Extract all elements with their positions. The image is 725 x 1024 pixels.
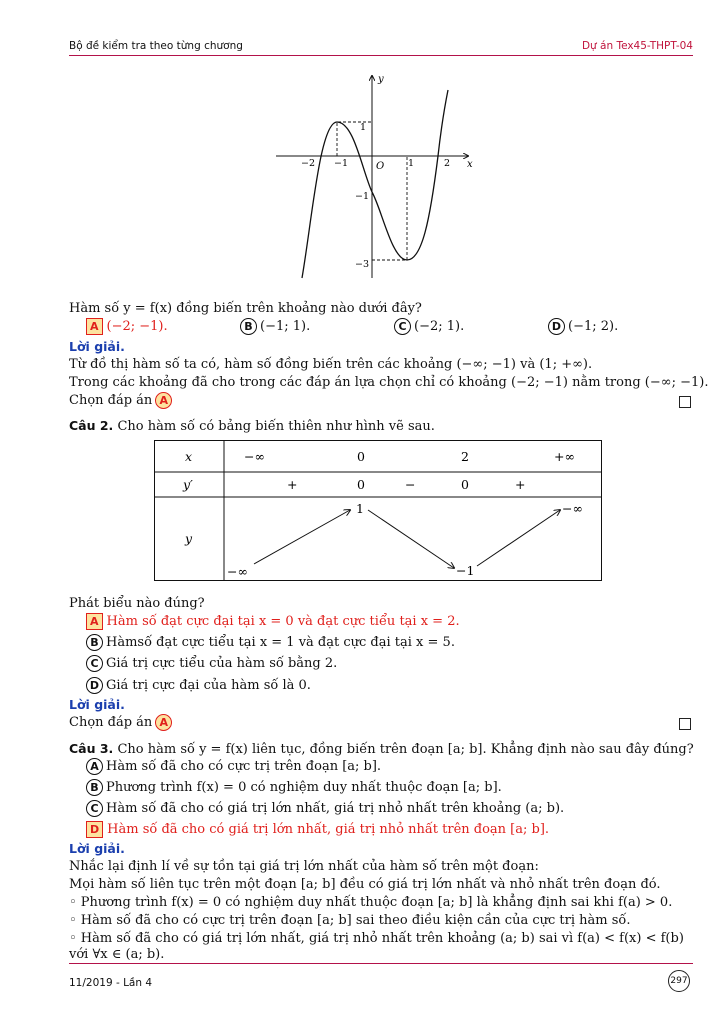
qed-square xyxy=(679,718,691,730)
dy-sign-2: − xyxy=(405,477,416,492)
y-tick-neg3: −3 xyxy=(355,259,370,270)
x-tick-1: 1 xyxy=(408,158,415,169)
dy-zero-1: 0 xyxy=(357,477,365,492)
q1-option-d[interactable]: D (−1; 2). xyxy=(548,318,618,336)
q3-solution-line-4: ◦ Hàm số đã cho có cực trị trên đoạn [a; b] sai theo điều kiện cần của cực trị hàm số. xyxy=(69,913,631,928)
max-guide xyxy=(337,122,372,156)
q1-option-b[interactable]: B (−1; 1). xyxy=(240,318,310,336)
q3-solution-line-6: với ∀x ∈ (a; b). xyxy=(69,947,165,962)
q1-solution-line-1: Từ đồ thị hàm số ta có, hàm số đồng biến trên các khoảng (−∞; −1) và (1; +∞). xyxy=(69,357,593,372)
q3-solution-line-5: ◦ Hàm số đã cho có giá trị lớn nhất, giá trị nhỏ nhất trên khoảng (a; b) sai vì f(a) < f(x) < f(b) xyxy=(69,931,684,946)
function-curve xyxy=(302,90,451,278)
origin-label: O xyxy=(376,161,385,172)
x-tick-neg1: −1 xyxy=(334,158,349,169)
function-graph xyxy=(270,70,480,285)
dy-sign-1: + xyxy=(287,477,298,492)
q1-solution-line-2: Trong các khoảng đã cho trong các đáp án lựa chọn chỉ có khoảng (−2; −1) nằm trong (−∞; −1). xyxy=(69,375,709,390)
arrow-up-2 xyxy=(477,510,560,566)
q2-answer-badge: A xyxy=(155,714,172,731)
y-value-max: 1 xyxy=(356,501,364,516)
q3-solution-line-1: Nhắc lại định lí về sự tồn tại giá trị lớn nhất của hàm số trên một đoạn: xyxy=(69,859,539,874)
x-value-0: 0 xyxy=(357,449,365,464)
x-tick-2: 2 xyxy=(444,158,451,169)
page-header xyxy=(69,38,693,56)
footer-rule xyxy=(69,963,693,964)
y-value-end: −∞ xyxy=(562,501,583,516)
q2-option-d[interactable]: D Giá trị cực đại của hàm số là 0. xyxy=(86,677,311,695)
arrow-down xyxy=(368,510,454,568)
q1-stem: Hàm số y = f(x) đồng biến trên khoảng nào dưới đây? xyxy=(69,301,422,316)
q2-question: Phát biểu nào đúng? xyxy=(69,596,205,611)
q1-answer-badge: A xyxy=(155,392,172,409)
arrow-up-1 xyxy=(254,510,350,564)
q1-choose: Chọn đáp án A xyxy=(69,392,172,410)
y-tick-1: 1 xyxy=(360,122,367,133)
q2-stem: Câu 2. Cho hàm số có bảng biến thiên như hình vẽ sau. xyxy=(69,418,435,434)
q3-option-b[interactable]: B Phương trình f(x) = 0 có nghiệm duy nhất thuộc đoạn [a; b]. xyxy=(86,779,502,797)
q3-option-c[interactable]: C Hàm số đã cho có giá trị lớn nhất, giá trị nhỏ nhất trên khoảng (a; b). xyxy=(86,800,564,818)
footer-date: 11/2019 - Lần 4 xyxy=(69,977,153,989)
q1-option-c[interactable]: C (−2; 1). xyxy=(394,318,464,336)
q3-option-a[interactable]: A Hàm số đã cho có cực trị trên đoạn [a; b]. xyxy=(86,758,381,776)
header-project: Dự án Tex45-THPT-04 xyxy=(581,40,693,52)
q2-option-b[interactable]: B Hàmsố đạt cực tiểu tại x = 1 và đạt cực đại tại x = 5. xyxy=(86,634,455,652)
q2-solution-label: Lời giải. xyxy=(69,697,125,712)
y-tick-neg1: −1 xyxy=(355,191,370,202)
q2-choose: Chọn đáp án A xyxy=(69,714,172,732)
q3-solution-line-2: Mọi hàm số liên tục trên một đoạn [a; b] đều có giá trị lớn nhất và nhỏ nhất trên đoạn đó. xyxy=(69,877,661,892)
x-axis-label: x xyxy=(467,159,473,170)
q3-solution-label: Lời giải. xyxy=(69,841,125,856)
header-title: Bộ đề kiểm tra theo từng chương xyxy=(69,40,243,52)
dy-sign-3: + xyxy=(515,477,526,492)
q3-solution-line-3: ◦ Phương trình f(x) = 0 có nghiệm duy nhất thuộc đoạn [a; b] là khẳng định sai khi f(a) > 0. xyxy=(69,895,673,910)
table-row-dy: y′ xyxy=(183,477,193,492)
q3-option-d[interactable]: D Hàm số đã cho có giá trị lớn nhất, giá trị nhỏ nhất trên đoạn [a; b]. xyxy=(86,821,549,839)
y-value-min: −1 xyxy=(456,563,475,578)
q2-option-c[interactable]: C Giá trị cực tiểu của hàm số bằng 2. xyxy=(86,655,337,673)
q1-option-a[interactable]: A (−2; −1). xyxy=(86,318,168,336)
x-tick-neg2: −2 xyxy=(301,158,316,169)
variation-table xyxy=(154,440,602,581)
table-row-x: x xyxy=(185,449,193,464)
x-value-posinf: +∞ xyxy=(554,449,575,464)
y-axis-label: y xyxy=(378,74,384,85)
page-number: 297 xyxy=(668,970,690,992)
table-row-y: y xyxy=(185,531,193,546)
q2-option-a[interactable]: A Hàm số đạt cực đại tại x = 0 và đạt cực tiểu tại x = 2. xyxy=(86,613,460,631)
y-value-start: −∞ xyxy=(227,564,248,579)
qed-square xyxy=(679,396,691,408)
dy-zero-2: 0 xyxy=(461,477,469,492)
x-value-2: 2 xyxy=(461,449,469,464)
q1-solution-label: Lời giải. xyxy=(69,339,125,354)
x-value-neginf: −∞ xyxy=(244,449,265,464)
q3-stem: Câu 3. Cho hàm số y = f(x) liên tục, đồng biến trên đoạn [a; b]. Khẳng định nào sau đây đúng? xyxy=(69,741,694,757)
